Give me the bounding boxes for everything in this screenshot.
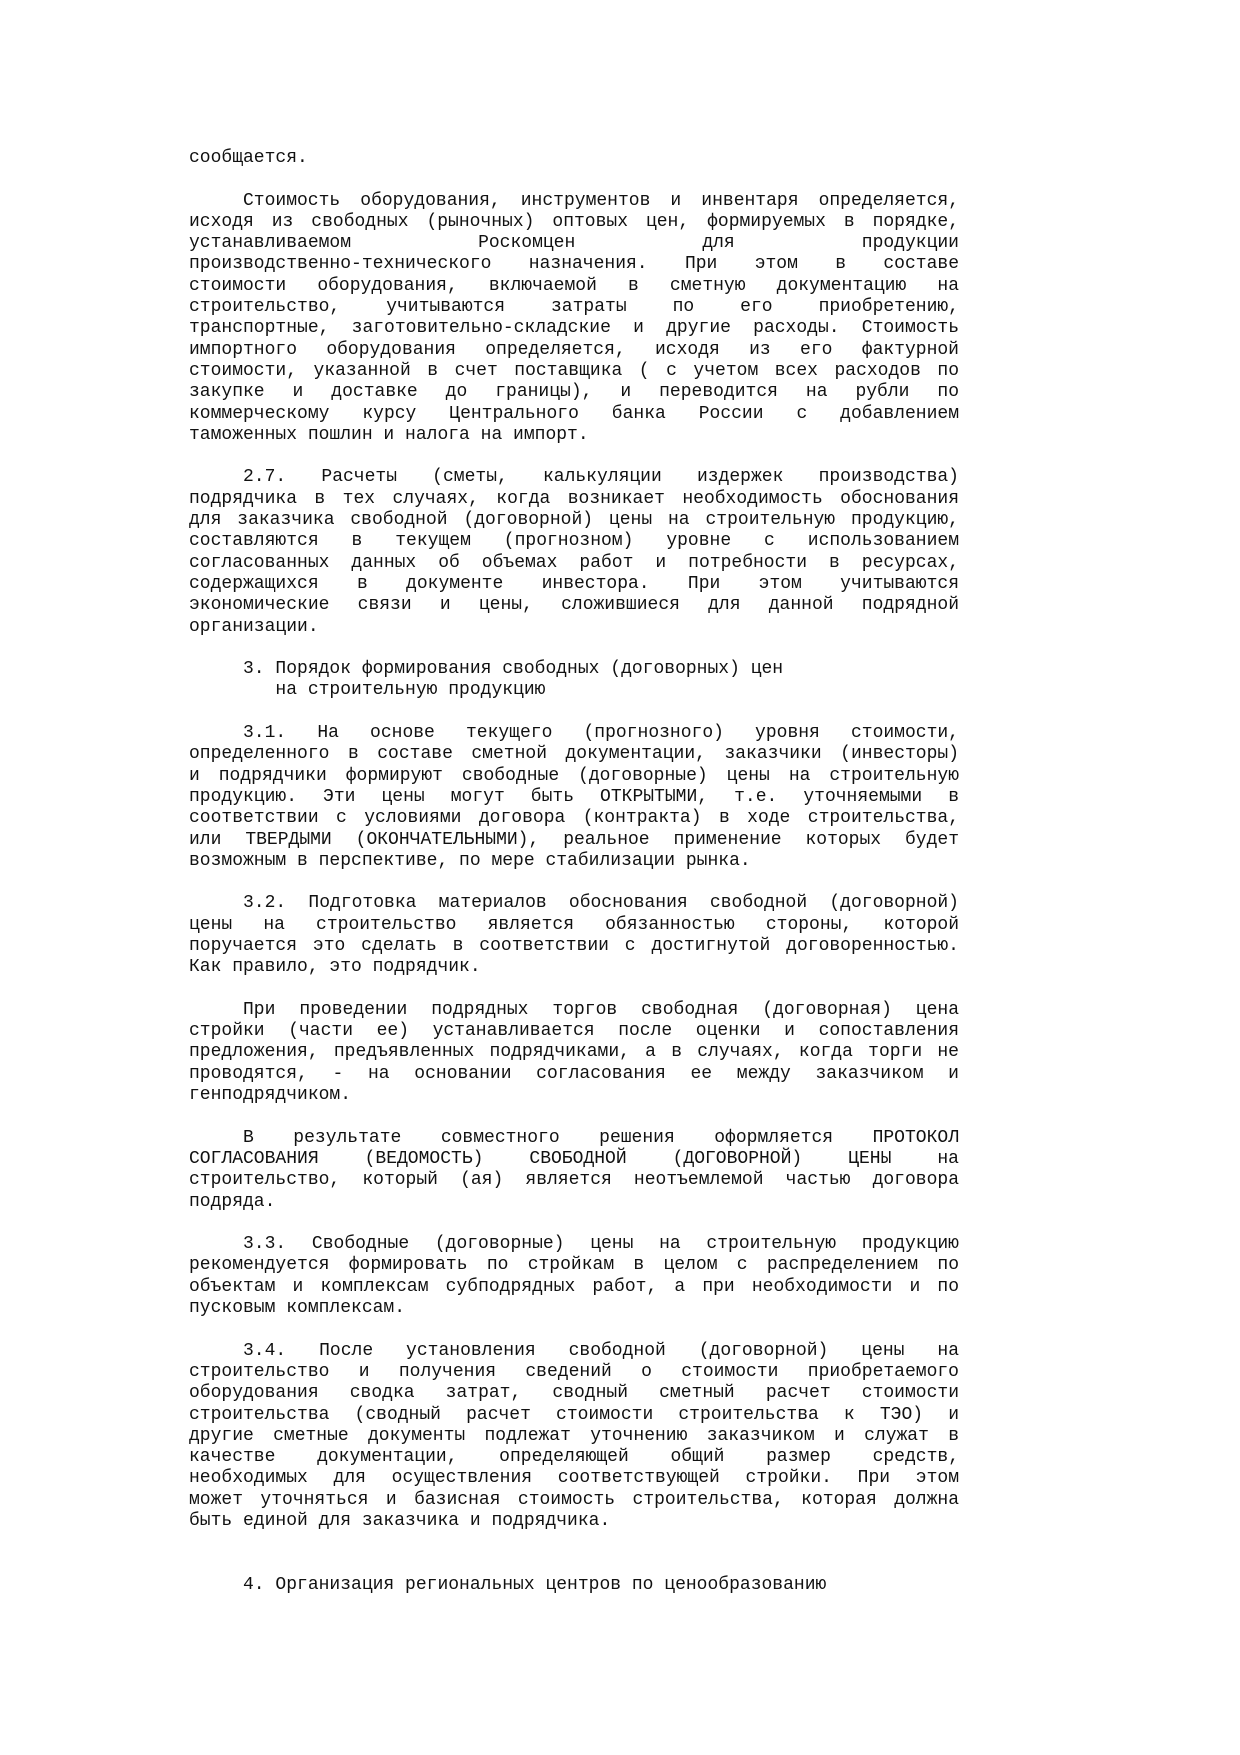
text-line: на строительную продукцию: [189, 680, 546, 701]
text-line: соответствии с условиями договора (контракта) в ходе строительства,: [189, 808, 959, 829]
text-line: проводятся, - на основании согласования ее между заказчиком и: [189, 1063, 959, 1084]
blank-line: [189, 638, 959, 659]
blank-line: [189, 446, 959, 467]
text-line: устанавливаемом Роскомцен для продукции: [189, 233, 959, 254]
text-line: оборудования сводка затрат, сводный сметный расчет стоимости: [189, 1383, 959, 1404]
text-line: стоимости, указанной в счет поставщика ( с учетом всех расходов по: [189, 360, 959, 381]
text-line: или ТВЕРДЫМИ (ОКОНЧАТЕЛЬНЫМИ), реальное применение которых будет: [189, 829, 959, 850]
text-line: подрядчика в тех случаях, когда возникает необходимость обоснования: [189, 488, 959, 509]
text-line: определенного в составе сметной документации, заказчики (инвесторы): [189, 744, 959, 765]
text-line: исходя из свободных (рыночных) оптовых цен, формируемых в порядке,: [189, 211, 959, 232]
text-line: 3. Порядок формирования свободных (договорных) цен: [189, 659, 784, 680]
text-line: транспортные, заготовительно-складские и другие расходы. Стоимость: [189, 318, 959, 339]
text-line: строительство, учитываются затраты по его приобретению,: [189, 297, 959, 318]
text-line: строительства (сводный расчет стоимости строительства к ТЭО) и: [189, 1404, 959, 1425]
text-line: стоимости оборудования, включаемой в сметную документацию на: [189, 275, 959, 296]
blank-line: [189, 1319, 959, 1340]
text-line: качестве документации, определяющей общий размер средств,: [189, 1447, 959, 1468]
text-line: организации.: [189, 616, 319, 637]
text-line: возможным в перспективе, по мере стабилизации рынка.: [189, 850, 751, 871]
text-line: производственно-технического назначения. При этом в составе: [189, 254, 959, 275]
text-line: коммерческому курсу Центрального банка России с добавлением: [189, 403, 959, 424]
text-line: стройки (части ее) устанавливается после оценки и сопоставления: [189, 1021, 959, 1042]
blank-line: [189, 979, 959, 1000]
text-line: согласованных данных об объемах работ и потребности в ресурсах,: [189, 552, 959, 573]
text-line: подряда.: [189, 1191, 276, 1212]
blank-line: [189, 1213, 959, 1234]
text-line: 3.4. После установления свободной (договорной) цены на: [243, 1340, 959, 1361]
text-line: генподрядчиком.: [189, 1085, 352, 1106]
text-line: продукцию. Эти цены могут быть ОТКРЫТЫМИ, т.е. уточняемыми в: [189, 786, 959, 807]
text-line: необходимых для осуществления соответствующей стройки. При этом: [189, 1468, 959, 1489]
text-line: быть единой для заказчика и подрядчика.: [189, 1511, 611, 1531]
text-line: предложения, предъявленных подрядчиками, а в случаях, когда торги не: [189, 1042, 959, 1063]
text-line: 2.7. Расчеты (сметы, калькуляции издержек производства): [243, 467, 959, 488]
text-line: и подрядчики формируют свободные (договорные) цены на строительную: [189, 765, 959, 786]
text-line: экономические связи и цены, сложившиеся для данной подрядной: [189, 595, 959, 616]
text-line: строительство и получения сведений о стоимости приобретаемого: [189, 1361, 959, 1382]
blank-line: [189, 872, 959, 893]
text-line: 3.2. Подготовка материалов обоснования свободной (договорной): [243, 893, 959, 914]
text-line: сообщается.: [189, 148, 308, 168]
text-line: импортного оборудования определяется, исходя из его фактурной: [189, 339, 959, 360]
blank-line: [189, 1554, 959, 1575]
text-line: Как правило, это подрядчик.: [189, 957, 481, 978]
text-line: 4. Организация региональных центров по ценообразованию: [189, 1574, 827, 1595]
text-line: содержащихся в документе инвестора. При этом учитываются: [189, 573, 959, 594]
document-body: [189, 148, 959, 1596]
blank-line: [189, 169, 959, 190]
text-line: может уточняться и базисная стоимость строительства, которая должна: [189, 1489, 959, 1510]
text-line: другие сметные документы подлежат уточнению заказчиком и служат в: [189, 1425, 959, 1446]
text-line: строительство, который (ая) является неотъемлемой частью договора: [189, 1170, 959, 1191]
text-line: таможенных пошлин и налога на импорт.: [189, 424, 589, 445]
text-line: В результате совместного решения оформляется ПРОТОКОЛ: [243, 1127, 959, 1148]
text-line: поручается это сделать в соответствии с достигнутой договоренностью.: [189, 935, 959, 956]
text-line: 3.1. На основе текущего (прогнозного) уровня стоимости,: [243, 723, 959, 744]
text-line: СОГЛАСОВАНИЯ (ВЕДОМОСТЬ) СВОБОДНОЙ (ДОГОВОРНОЙ) ЦЕНЫ на: [189, 1148, 959, 1169]
text-line: цены на строительство является обязанностью стороны, которой: [189, 914, 959, 935]
text-line: 3.3. Свободные (договорные) цены на строительную продукцию: [243, 1234, 959, 1255]
text-line: составляются в текущем (прогнозном) уровне с использованием: [189, 531, 959, 552]
blank-line: [189, 702, 959, 723]
text-line: объектам и комплексам субподрядных работ, а при необходимости и по: [189, 1276, 959, 1297]
text-line: пусковым комплексам.: [189, 1298, 406, 1319]
text-line: для заказчика свободной (договорной) цены на строительную продукцию,: [189, 510, 959, 531]
text-line: При проведении подрядных торгов свободная (договорная) цена: [243, 999, 959, 1020]
text-line: рекомендуется формировать по стройкам в целом с распределением по: [189, 1255, 959, 1276]
text-line: Стоимость оборудования, инструментов и инвентаря определяется,: [243, 190, 959, 211]
blank-line: [189, 1106, 959, 1127]
blank-line: [189, 1532, 959, 1553]
text-line: закупке и доставке до границы), и переводится на рубли по: [189, 382, 959, 403]
